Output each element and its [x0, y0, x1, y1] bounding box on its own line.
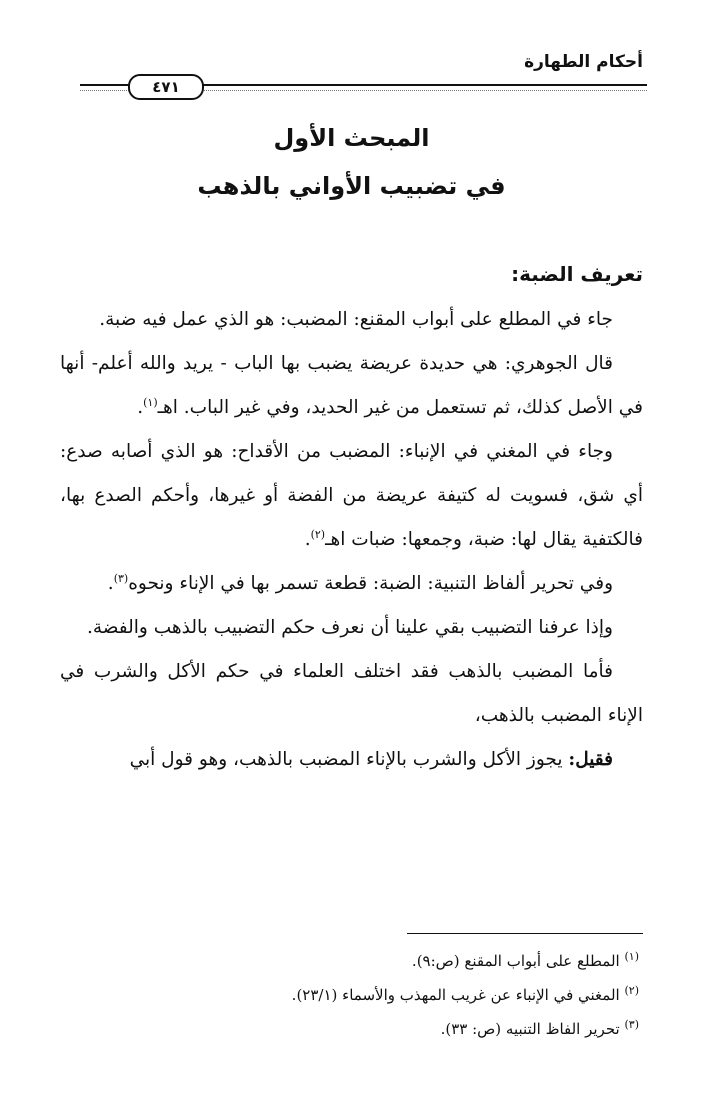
footnotes	[60, 944, 639, 1046]
paragraph-with-footnote: وفي تحرير ألفاظ التنبية: الضبة: قطعة تسمر بها في الإناء ونحوه$^{(٣)}$.	[107, 571, 613, 594]
paragraph-with-footnote: قال الجوهري: هي حديدة عريضة يضبب بها الباب - يريد والله أعلم- أنها في الأصل كذلك، ثم تستعمل من غير الحديد، وفي غير الباب. اهـ$^{(١)}$.	[60, 353, 643, 418]
footnote-marker: (٣)	[113, 571, 129, 585]
topic-heading: في تضبيب الأواني بالذهب	[197, 172, 506, 200]
paragraph-text: وجاء في المغني في الإنباء: المضبب من الأقداح: هو الذي أصابه صدع: أي شق، فسويت له كتيفة عريضة من الفضة أو غيرها، وأحكم الصدع بها، فالكتفية يقال لها: ضبة، وجمعها: ضبات اهـ	[60, 441, 643, 550]
footnote	[60, 1012, 639, 1046]
section-heading: المبحث الأول	[273, 124, 430, 152]
paragraph: وإذا عرفنا التضبيب بقي علينا أن نعرف حكم التضبيب بالذهب والفضة.	[86, 617, 613, 638]
footnote-text: المغني في الإنباء عن غريب المهذب والأسماء (٢٣/١).	[291, 986, 620, 1004]
footnote	[60, 944, 639, 978]
paragraph-text: قال الجوهري: هي حديدة عريضة يضبب بها الباب - يريد والله أعلم- أنها في الأصل كذلك، ثم تستعمل من غير الحديد، وفي غير الباب. اهـ	[60, 353, 643, 418]
paragraph-text: يجوز الأكل والشرب بالإناء المضبب بالذهب، وهو قول أبي	[129, 749, 563, 770]
running-title: أحكام الطهارة	[524, 52, 643, 72]
footnote-rule	[407, 933, 643, 934]
footnote-marker: (١)	[143, 395, 158, 409]
body-text	[60, 252, 643, 782]
footnote-number: (١)	[624, 950, 639, 963]
page-number: ٤٧١	[128, 74, 204, 100]
footnote-text: المطلع على أبواب المقنع (ص:٩).	[411, 952, 620, 970]
paragraph: فأما المضبب بالذهب فقد اختلف العلماء في حكم الأكل والشرب في الإناء المضبب بالذهب،	[60, 661, 643, 726]
footnote	[60, 978, 639, 1012]
footnote-number: (٢)	[624, 984, 639, 997]
paragraph-last	[60, 738, 643, 782]
definition-label: تعريف الضبة:	[511, 262, 643, 286]
paragraph-lead: فقيل:	[568, 749, 613, 770]
footnote-marker: (٢)	[310, 527, 326, 541]
paragraph-text: وفي تحرير ألفاظ التنبية: الضبة: قطعة تسمر بها في الإناء ونحوه	[128, 573, 613, 594]
footnote-text: تحرير الفاظ التنبيه (ص: ٣٣).	[440, 1020, 620, 1038]
footnote-number: (٣)	[624, 1018, 639, 1031]
paragraph: جاء في المطلع على أبواب المقنع: المضبب: هو الذي عمل فيه ضبة.	[99, 309, 613, 330]
definition-label-line	[60, 252, 643, 298]
paragraph-with-footnote: وجاء في المغني في الإنباء: المضبب من الأقداح: هو الذي أصابه صدع: أي شق، فسويت له كتيفة عريضة من الفضة أو غيرها، وأحكم الصدع بها، فالكتفية يقال لها: ضبة، وجمعها: ضبات اهـ$^{(٢)}$.	[60, 441, 643, 550]
